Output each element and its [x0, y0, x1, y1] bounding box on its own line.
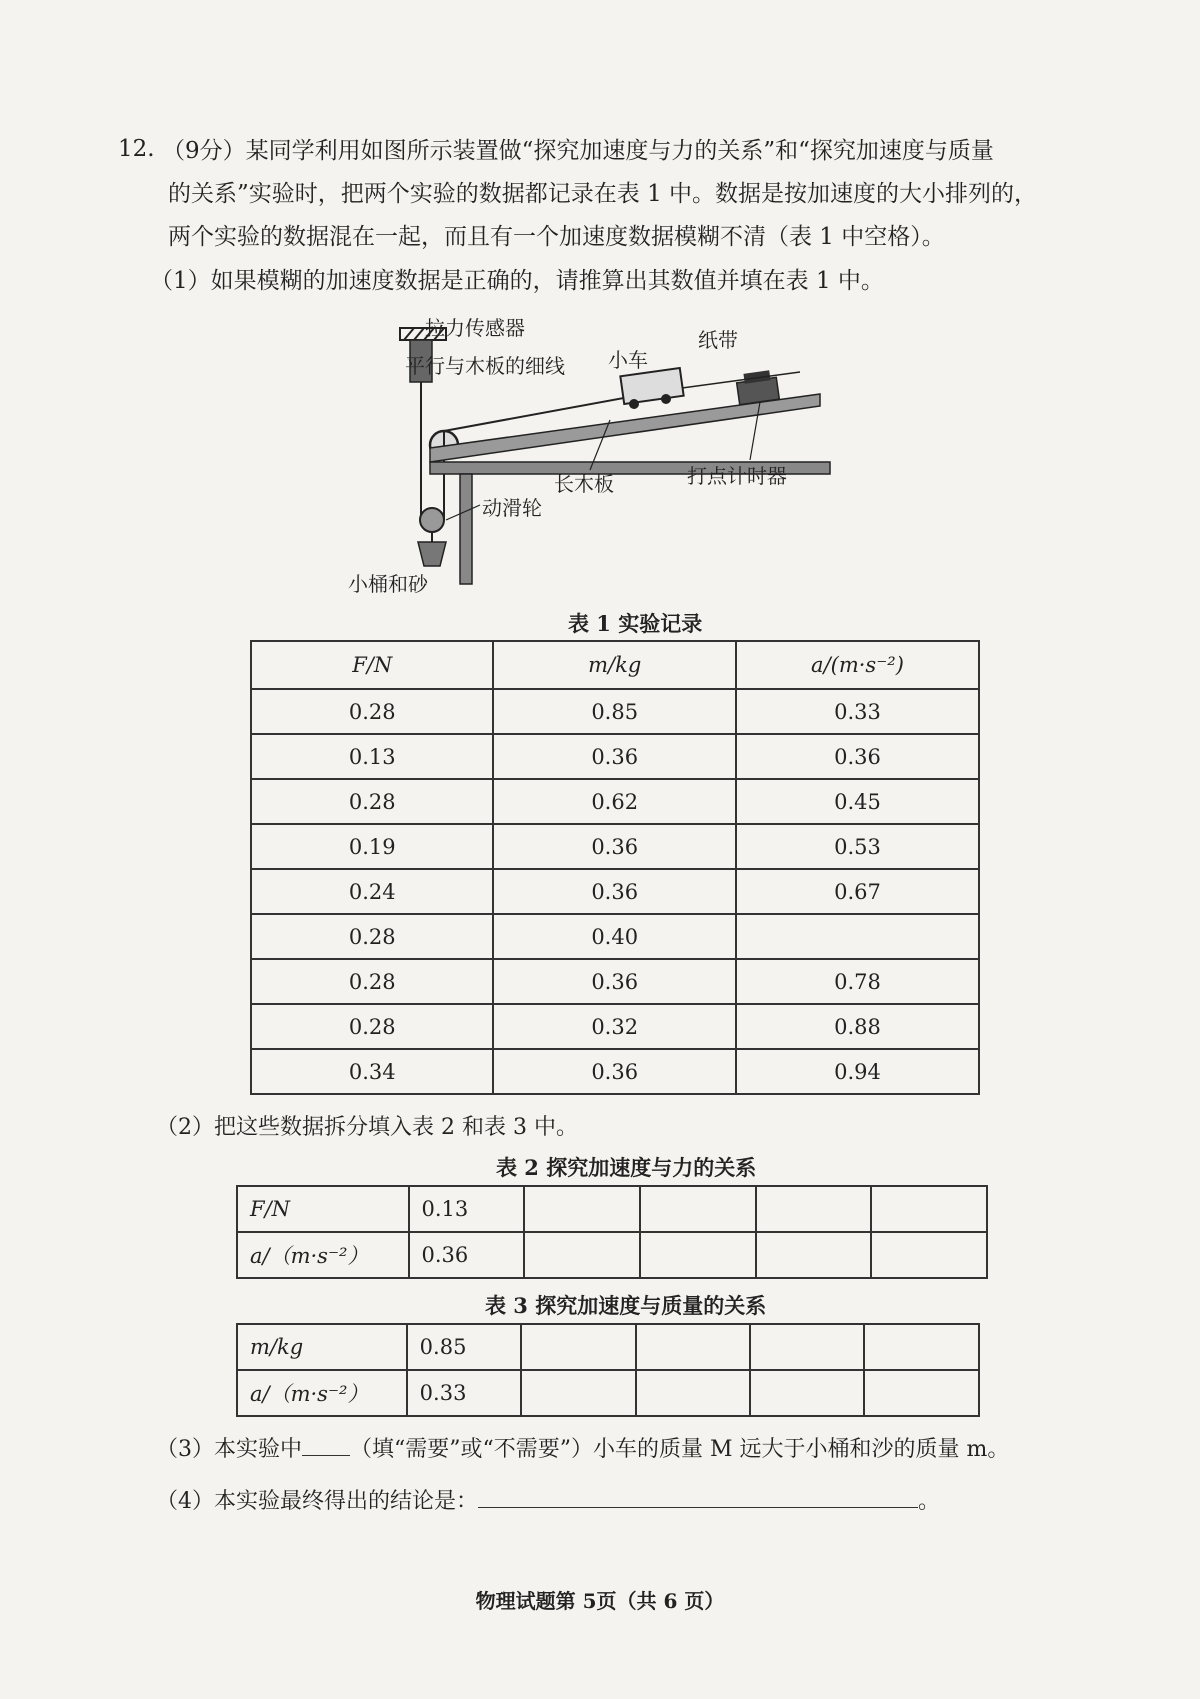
table2-accel-vs-force [236, 1185, 988, 1279]
cell-force: 0.28 [251, 914, 493, 959]
part-4-suffix: 。 [918, 1489, 941, 1514]
table-row [251, 1049, 979, 1094]
table-row [251, 779, 979, 824]
cell-mass-blank[interactable] [864, 1324, 979, 1370]
cell-accel-blank[interactable] [756, 1232, 872, 1278]
cell-accel: 0.94 [736, 1049, 979, 1094]
cell-mass: 0.36 [493, 824, 736, 869]
part-3-prompt [156, 1432, 1009, 1463]
cell-force: 0.13 [409, 1186, 525, 1232]
question-text-line-1: （9分）某同学利用如图所示装置做“探究加速度与力的关系”和“探究加速度与质量 [162, 138, 994, 164]
cell-accel-blank[interactable] [750, 1370, 864, 1416]
cell-force-blank[interactable] [640, 1186, 756, 1232]
label-parallel-string: 平行与木板的细线 [405, 354, 565, 378]
table-header-row [251, 641, 979, 689]
cell-accel-blank[interactable] [636, 1370, 750, 1416]
cell-mass: 0.40 [493, 914, 736, 959]
table-row [251, 914, 979, 959]
part-3-suffix: （填“需要”或“不需要”）小车的质量 M 远大于小桶和沙的质量 m。 [350, 1437, 1010, 1462]
cell-mass: 0.36 [493, 869, 736, 914]
cell-force: 0.28 [251, 689, 493, 734]
cell-accel-blank[interactable] [871, 1232, 987, 1278]
row-label-accel: a/（m·s⁻²） [237, 1370, 407, 1416]
cell-accel: 0.33 [407, 1370, 521, 1416]
cell-force-blank[interactable] [524, 1186, 640, 1232]
label-force-sensor: 拉力传感器 [425, 316, 525, 340]
row-label-accel: a/（m·s⁻²） [237, 1232, 409, 1278]
cell-accel: 0.78 [736, 959, 979, 1004]
apparatus-figure [348, 316, 880, 596]
table-row [251, 689, 979, 734]
label-dot-timer: 打点计时器 [687, 464, 787, 488]
cell-mass-blank[interactable] [636, 1324, 750, 1370]
cell-accel: 0.67 [736, 869, 979, 914]
cell-accel: 0.45 [736, 779, 979, 824]
table3-caption: 表 3 探究加速度与质量的关系 [485, 1293, 767, 1318]
cell-accel: 0.36 [736, 734, 979, 779]
part-4-answer-blank[interactable] [478, 1485, 918, 1508]
table3-accel-vs-mass [236, 1323, 980, 1417]
label-movable-pulley: 动滑轮 [482, 496, 542, 520]
table-row [237, 1370, 979, 1416]
label-paper-tape: 纸带 [698, 328, 738, 352]
cell-accel-blank[interactable] [736, 914, 979, 959]
cell-accel: 0.36 [409, 1232, 525, 1278]
part-4-prompt [156, 1484, 940, 1515]
label-long-board: 长木板 [554, 472, 614, 496]
cell-accel-blank[interactable] [521, 1370, 635, 1416]
part-2-prompt: （2）把这些数据拆分填入表 2 和表 3 中。 [156, 1115, 578, 1140]
row-label-force: F/N [237, 1186, 409, 1232]
table-row [251, 734, 979, 779]
question-text-line-3: 两个实验的数据混在一起，而且有一个加速度数据模糊不清（表 1 中空格）。 [168, 224, 945, 250]
cell-mass: 0.36 [493, 959, 736, 1004]
cell-mass-blank[interactable] [521, 1324, 635, 1370]
cell-accel: 0.88 [736, 1004, 979, 1049]
cell-mass: 0.85 [407, 1324, 521, 1370]
cell-force: 0.19 [251, 824, 493, 869]
cell-mass: 0.32 [493, 1004, 736, 1049]
cell-accel: 0.53 [736, 824, 979, 869]
cell-force-blank[interactable] [756, 1186, 872, 1232]
cell-mass: 0.85 [493, 689, 736, 734]
table-row [237, 1324, 979, 1370]
table1-caption: 表 1 实验记录 [568, 611, 703, 636]
cell-mass: 0.36 [493, 734, 736, 779]
table-row [251, 869, 979, 914]
table-row [237, 1186, 987, 1232]
table-row [237, 1232, 987, 1278]
cell-force: 0.24 [251, 869, 493, 914]
cell-force: 0.28 [251, 959, 493, 1004]
cell-accel: 0.33 [736, 689, 979, 734]
col-header-mass: m/kg [493, 641, 736, 689]
cell-force-blank[interactable] [871, 1186, 987, 1232]
page-footer: 物理试题第 5页（共 6 页） [475, 1589, 725, 1613]
col-header-accel: a/(m·s⁻²) [736, 641, 979, 689]
col-header-force: F/N [251, 641, 493, 689]
question-text-line-2: 的关系”实验时，把两个实验的数据都记录在表 1 中。数据是按加速度的大小排列的， [168, 181, 1038, 207]
cell-mass-blank[interactable] [750, 1324, 864, 1370]
cell-accel-blank[interactable] [640, 1232, 756, 1278]
part-3-answer-blank[interactable] [302, 1433, 350, 1456]
label-bucket-sand: 小桶和砂 [348, 572, 428, 596]
cell-force: 0.13 [251, 734, 493, 779]
part-4-prefix: （4）本实验最终得出的结论是： [156, 1489, 478, 1514]
table2-caption: 表 2 探究加速度与力的关系 [496, 1155, 757, 1180]
part-1-prompt: （1）如果模糊的加速度数据是正确的，请推算出其数值并填在表 1 中。 [150, 268, 884, 294]
table-row [251, 959, 979, 1004]
part-3-prefix: （3）本实验中 [156, 1437, 302, 1462]
cell-force: 0.28 [251, 779, 493, 824]
cell-mass: 0.36 [493, 1049, 736, 1094]
cell-force: 0.34 [251, 1049, 493, 1094]
label-cart: 小车 [608, 348, 648, 372]
cell-mass: 0.62 [493, 779, 736, 824]
row-label-mass: m/kg [237, 1324, 407, 1370]
table-row [251, 824, 979, 869]
cell-force: 0.28 [251, 1004, 493, 1049]
question-number: 12. [118, 136, 155, 162]
table-row [251, 1004, 979, 1049]
cell-accel-blank[interactable] [864, 1370, 979, 1416]
cell-accel-blank[interactable] [524, 1232, 640, 1278]
table1-experiment-record [250, 640, 980, 1095]
